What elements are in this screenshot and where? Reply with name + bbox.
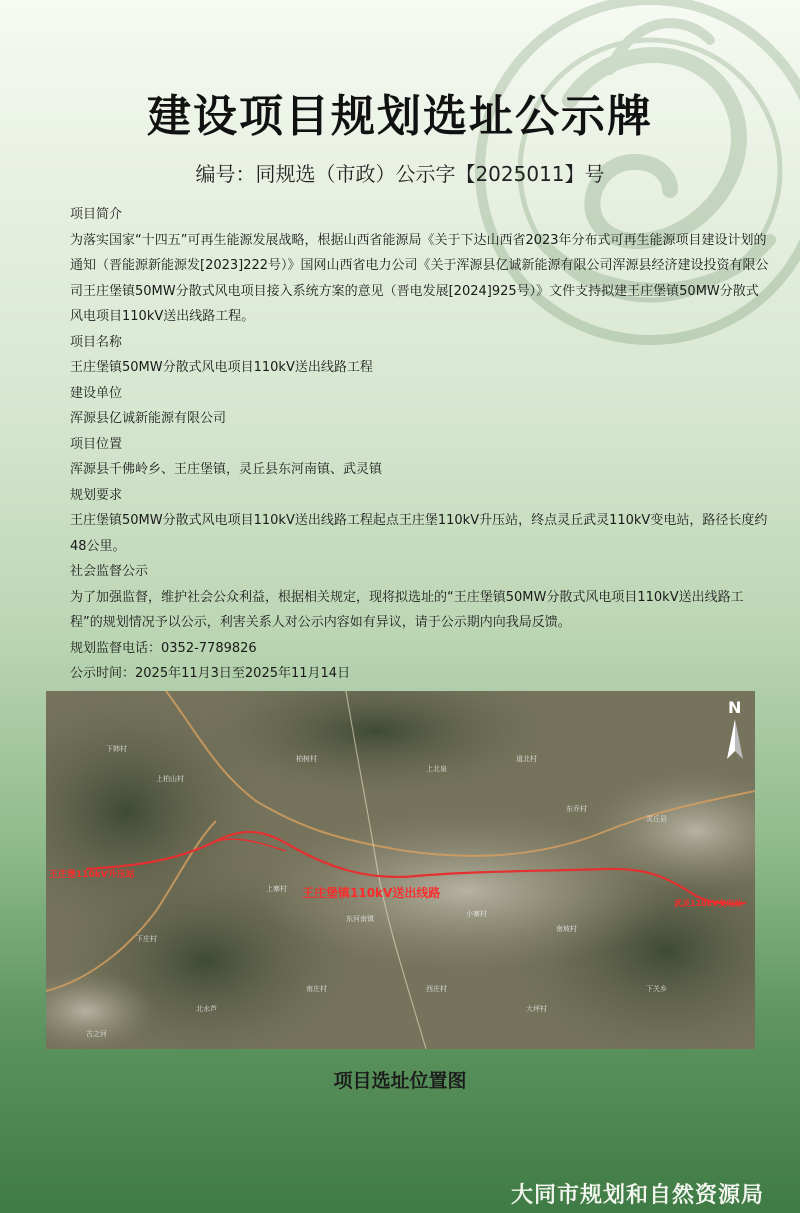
notice-content <box>70 202 770 687</box>
map-route-label: 王庄堡镇110kV送出线路 <box>302 886 441 900</box>
svg-text:下庄村: 下庄村 <box>136 935 157 943</box>
svg-text:下关乡: 下关乡 <box>646 985 667 993</box>
svg-text:大坪村: 大坪村 <box>526 1005 547 1013</box>
svg-text:北水芦: 北水芦 <box>196 1005 217 1013</box>
section-heading-supervision: 社会监督公示 <box>70 564 149 579</box>
svg-text:西庄村: 西庄村 <box>426 985 447 993</box>
document-number: 编号：同规选（市政）公示字【2025011】号 <box>195 162 605 186</box>
section-text-name: 王庄堡镇50MW分散式风电项目110kV送出线路工程 <box>70 360 373 375</box>
supervision-phone: 规划监督电话：0352-7789826 <box>70 640 257 656</box>
svg-text:小寨村: 小寨村 <box>466 910 487 918</box>
page-title: 建设项目规划选址公示牌 <box>147 91 653 142</box>
svg-text:下韩村: 下韩村 <box>106 745 127 753</box>
svg-text:南庄村: 南庄村 <box>306 985 327 993</box>
map-end-label: 武灵110kV变电站 <box>674 899 743 908</box>
section-heading-name: 项目名称 <box>70 334 123 350</box>
section-text-location: 浑源县千佛岭乡、王庄堡镇，灵丘县东河南镇、武灵镇 <box>70 462 383 477</box>
map-caption: 项目选址位置图 <box>333 1070 467 1092</box>
section-heading-unit: 建设单位 <box>70 385 123 401</box>
north-label: N <box>728 698 742 717</box>
svg-text:古之河: 古之河 <box>86 1030 107 1038</box>
issuing-authority: 大同市规划和自然资源局 <box>510 1182 764 1208</box>
section-text-intro: 为落实国家“十四五”可再生能源发展战略，根据山西省能源局《关于下达山西省2023年分布式可再生能源项目建设计划的通知（晋能源新能源发[2023]222号）》国网山西省电力公司《关于浑源县亿诚新能源有限公司浑源县经济建设投资有限公司王庄堡镇50MW分散式风电项目接入系统方案的意见（晋电发展[2024]925号）》文件支持拟建王庄堡镇50MW分散式风电项目110kV送出线路工程。 <box>70 232 769 324</box>
section-text-supervision: 为了加强监督，维护社会公众利益，根据相关规定，现将拟选址的“王庄堡镇50MW分散式风电项目110kV送出线路工程”的规划情况予以公示，利害关系人对公示内容如有异议，请于公示期内向我局反馈。 <box>70 589 744 630</box>
svg-text:道北村: 道北村 <box>516 755 537 763</box>
svg-text:东河南镇: 东河南镇 <box>346 915 374 923</box>
section-heading-requirement: 规划要求 <box>70 487 123 503</box>
location-map <box>46 691 755 1049</box>
section-text-unit: 浑源县亿诚新能源有限公司 <box>70 411 227 426</box>
notice-period: 公示时间：2025年11月3日至2025年11月14日 <box>70 666 351 681</box>
svg-text:上柏山村: 上柏山村 <box>156 775 184 783</box>
section-heading-location: 项目位置 <box>70 436 123 452</box>
svg-text:灵丘县: 灵丘县 <box>646 815 667 823</box>
section-text-requirement: 王庄堡镇50MW分散式风电项目110kV送出线路工程起点王庄堡110kV升压站，终点灵丘武灵110kV变电站，路径长度约48公里。 <box>70 513 768 554</box>
svg-text:上北泉: 上北泉 <box>426 765 447 773</box>
section-heading-intro: 项目简介 <box>70 207 123 222</box>
svg-text:东乔村: 东乔村 <box>566 805 587 813</box>
svg-text:柏树村: 柏树村 <box>296 755 317 763</box>
svg-text:南坡村: 南坡村 <box>556 925 577 933</box>
svg-text:上寨村: 上寨村 <box>266 885 287 893</box>
satellite-map-image <box>46 691 755 1049</box>
map-start-label: 王庄堡110kV升压站 <box>49 870 135 880</box>
